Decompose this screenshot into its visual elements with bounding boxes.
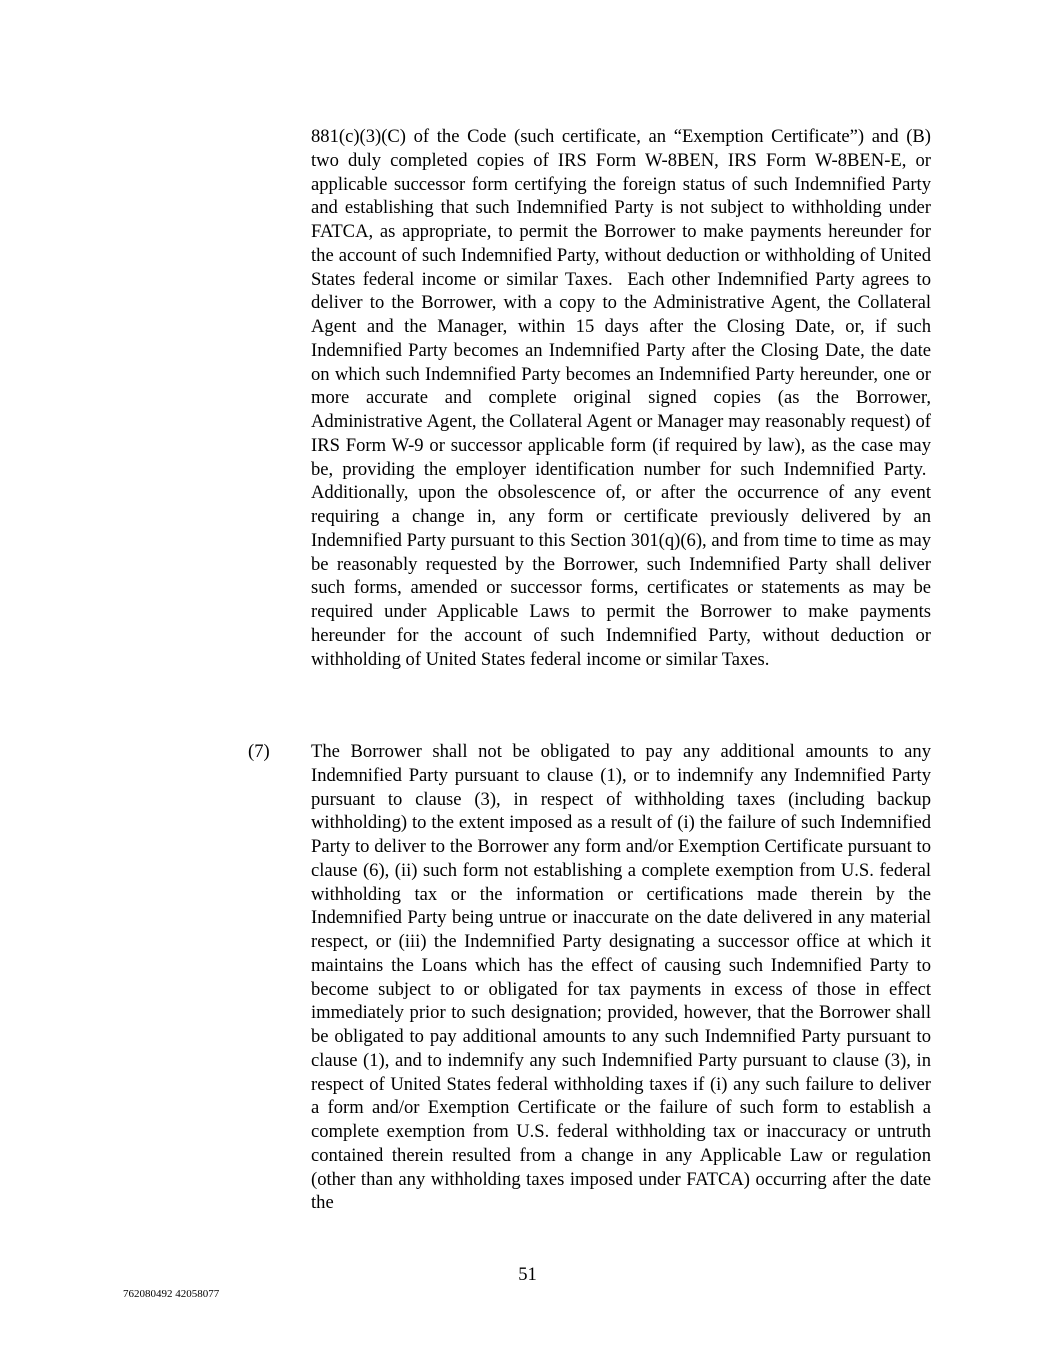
page-number: 51 [518, 1264, 537, 1285]
document-id: 762080492 42058077 [123, 1288, 220, 1300]
clause-7-paragraph: The Borrower shall not be obligated to pay any additional amounts to any Indemnified Party pursuant to clause (1), or to indemnify any Indemnified Party pursuant to clause (3), in respect of withholding taxes (including backup withholding) to the extent imposed as a result of (i) the failure of such Indemnified Party to deliver to the Borrower any form and/or Exemption Certificate pursuant to clause (6), (ii) such form not establishing a complete exemption from U.S. federal withholding tax or the information or certifications made therein by the Indemnified Party being untrue or inaccurate on the date delivered in any material respect, or (iii) the Indemnified Party designating a successor office at which it maintains the Loans which has the effect of causing such Indemnified Party to become subject to or obligated for tax payments in excess of those in effect immediately prior to such designation; provided, however, that the Borrower shall be obligated to pay additional amounts to any such Indemnified Party pursuant to clause (1), and to indemnify any such Indemnified Party pursuant to clause (3), in respect of United States federal withholding taxes if (i) any such failure to deliver a form and/or Exemption Certificate or the failure of such form to establish a complete exemption from U.S. federal withholding tax or inaccuracy or untruth contained therein resulted from a change in any Applicable Law or regulation (other than any withholding taxes imposed under FATCA) occurring after the date the [311, 741, 931, 1214]
continuation-paragraph: 881(c)(3)(C) of the Code (such certificate, an “Exemption Certificate”) and (B) two duly completed copies of IRS Form W-8BEN, IRS Form W-8BEN-E, or applicable successor form certifying the foreign status of such Indemnified Party and establishing that such Indemnified Party is not subject to withholding under FATCA, as appropriate, to permit the Borrower to make payments hereunder for the account of such Indemnified Party, without deduction or withholding of United States federal income or similar Taxes. Each other Indemnified Party agrees to deliver to the Borrower, with a copy to the Administrative Agent, the Collateral Agent and the Manager, within 15 days after the Closing Date, or, if such Indemnified Party becomes an Indemnified Party after the Closing Date, the date on which such Indemnified Party becomes an Indemnified Party hereunder, one or more accurate and complete original signed copies (as the Borrower, Administrative Agent, the Collateral Agent or Manager may reasonably request) of IRS Form W-9 or successor applicable form (if required by law), as the case may be, providing the employer identification number for such Indemnified Party. Additionally, upon the obsolescence of, or after the occurrence of any event requiring a change in, any form or certificate previously delivered by an Indemnified Party pursuant to this Section 301(q)(6), and from time to time as may be reasonably requested by the Borrower, such Indemnified Party shall deliver such forms, amended or successor forms, certificates or statements as may be required under Applicable Laws to permit the Borrower to make payments hereunder for the account of such Indemnified Party, without deduction or withholding of United States federal income or similar Taxes. [311, 126, 931, 670]
clause-7-number: (7) [248, 741, 270, 762]
